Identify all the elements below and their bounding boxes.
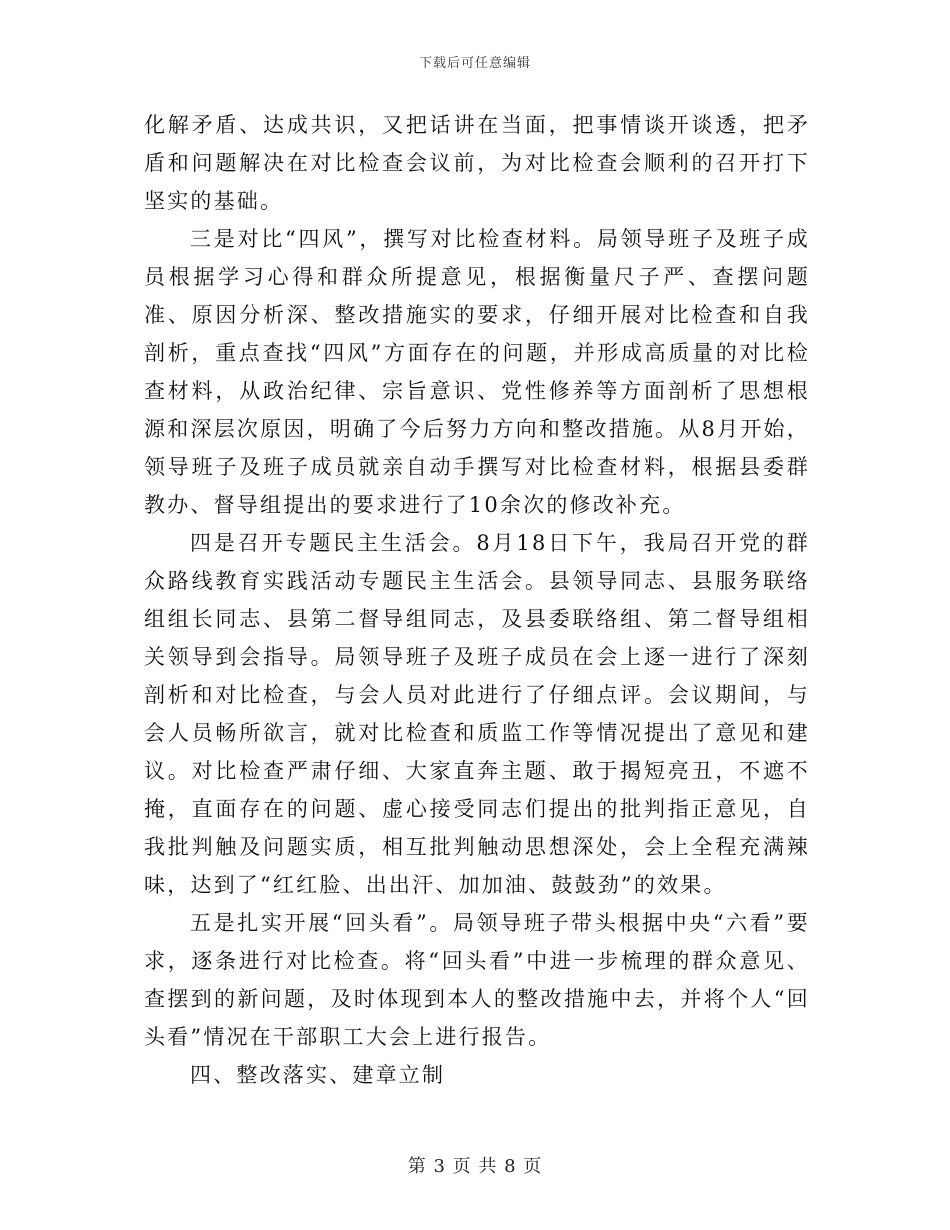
paragraph-item-five: 五是扎实开展“回头看”。局领导班子带头根据中央“六看”要求，逐条进行对比检查。将“回头看”中进一步梳理的群众意见、查摆到的新问题，及时体现到本人的整改措施中去，并将个人“回头看”情况在干部职工大会上进行报告。 bbox=[144, 911, 810, 1049]
paragraph-item-four: 四是召开专题民主生活会。8月18日下午，我局召开党的群众路线教育实践活动专题民主生活会。县领导同志、县服务联络组组长同志、县第二督导组同志，及县委联络组、第二督导组相关领导到会指导。局领导班子及班子成员在会上逐一进行了深刻剖析和对比检查，与会人员对此进行了仔细点评。会议期间，与会人员畅所欲言，就对比检查和质监工作等情况提出了意见和建议。对比检查严肃仔细、大家直奔主题、敢于揭短亮丑，不遮不掩，直面存在的问题、虚心接受同志们提出的批判指正意见，自我批判触及问题实质，相互批判触动思想深处，会上全程充满辣味，达到了“红红脸、出出汗、加加油、鼓鼓劲”的效果。 bbox=[144, 531, 810, 897]
paragraph-item-three: 三是对比“四风”，撰写对比检查材料。局领导班子及班子成员根据学习心得和群众所提意见，根据衡量尺子严、查摆问题准、原因分析深、整改措施实的要求，仔细开展对比检查和自我剖析，重点查找“四风”方面存在的问题，并形成高质量的对比检查材料，从政治纪律、宗旨意识、党性修养等方面剖析了思想根源和深层次原因，明确了今后努力方向和整改措施。从8月开始，领导班子及班子成员就亲自动手撰写对比检查材料，根据县委群教办、督导组提出的要求进行了10余次的修改补充。 bbox=[144, 227, 810, 517]
page-header: 下载后可任意编辑 bbox=[418, 56, 531, 71]
paragraph-continuation: 化解矛盾、达成共识，又把话讲在当面，把事情谈开谈透，把矛盾和问题解决在对比检查会议前，为对比检查会顺利的召开打下坚实的基础。 bbox=[144, 113, 810, 213]
page-footer: 第 3 页 共 8 页 bbox=[407, 1156, 543, 1177]
section-heading: 四、整改落实、建章立制 bbox=[190, 1063, 446, 1087]
document-body bbox=[144, 106, 810, 1094]
